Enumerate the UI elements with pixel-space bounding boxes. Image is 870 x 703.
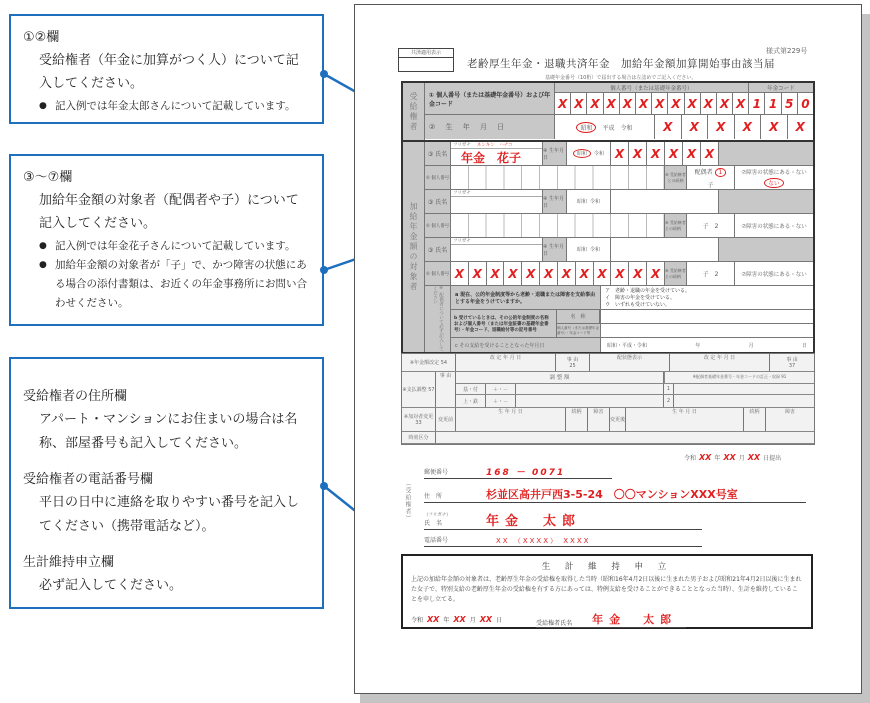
digit: X bbox=[650, 266, 661, 281]
office-label: ※配偶者基礎年金番号・年金コードの訂正・収録 91 bbox=[664, 372, 814, 383]
target1-disability-select[interactable] bbox=[735, 166, 813, 189]
date-month: XX bbox=[723, 453, 736, 462]
date-label: 日提出 bbox=[763, 455, 782, 462]
dob-digit: X bbox=[761, 115, 788, 139]
callout-heading: ①②欄 bbox=[23, 30, 60, 45]
furigana-label: フリガナ bbox=[451, 190, 542, 197]
target3-era-select[interactable] bbox=[567, 238, 611, 261]
name-label: ③ 氏名 bbox=[425, 238, 451, 261]
dob-digit: X bbox=[611, 142, 629, 165]
address-value: 杉並区高井戸西3-5-24 〇〇マンションXXX号室 bbox=[486, 488, 738, 501]
era-option: 昭和 bbox=[576, 247, 587, 253]
digit: X bbox=[487, 262, 505, 285]
digit: X bbox=[685, 93, 701, 114]
dob-digit: X bbox=[708, 115, 735, 139]
dob-label: ④ 生年月日 bbox=[543, 190, 567, 213]
section8-c-label: c その支給を受けることとなった年月日 bbox=[451, 338, 601, 352]
section8-c-field[interactable] bbox=[601, 338, 813, 352]
dob-digit: X bbox=[682, 115, 709, 139]
section8-b-field[interactable] bbox=[601, 310, 813, 337]
signer-field[interactable] bbox=[536, 611, 686, 628]
callout-group-phone bbox=[23, 468, 310, 539]
target2-disability[interactable]: ⑦障害の状態にある・ない bbox=[741, 223, 807, 230]
recipient-era-select[interactable] bbox=[555, 115, 655, 139]
declaration-box: 生 計 維 持 申 立 上記の加給年金額の対象者は、老齢厚生年金の受給権を取得した当時（昭和16年4月2日以後に生まれた男子および昭和21年4月2日以後に生まれた女子で、特別支給の老齢厚生年金の受給権を有する方にあっては、特例支給を受けることができることとなった当時）、生計を維持していることを申し立てる。 令和 XX 年 XX 月 XX 日 受給権者氏名 年金 太郎 bbox=[401, 554, 813, 629]
era-option: 昭和 bbox=[576, 199, 587, 205]
phone-value: XX （XXXX） XXXX bbox=[496, 537, 591, 545]
dob-digit: X bbox=[683, 142, 701, 165]
callout-recipient bbox=[9, 14, 324, 124]
office-use-table bbox=[401, 353, 815, 445]
callout-target bbox=[9, 154, 324, 326]
stamp-label: 共済適用表示 bbox=[399, 49, 453, 58]
target1-name-field[interactable] bbox=[451, 142, 543, 165]
relation-option: 子 bbox=[707, 181, 714, 189]
era-option: 令和 bbox=[594, 151, 605, 157]
date-day: XX bbox=[747, 453, 761, 462]
name-field[interactable] bbox=[424, 507, 702, 530]
furigana-label: フリガナ bbox=[451, 238, 542, 245]
digit: X bbox=[733, 93, 749, 114]
furigana-label: （フリガナ） bbox=[424, 513, 451, 518]
callout-group-address bbox=[23, 385, 310, 456]
callout-bullet: ● 記入例では年金花子さんについて記載しています。 bbox=[39, 237, 310, 256]
office-label: 事 由 bbox=[786, 357, 798, 363]
declaration-day[interactable]: XX bbox=[479, 615, 493, 624]
row2-label: ② 生 年 月 日 bbox=[425, 115, 555, 139]
era-option: 令和 bbox=[620, 124, 633, 132]
b-number-label: 個人番号（または基礎年金番号）・年金コード等 bbox=[557, 324, 600, 337]
office-label: 基・付 bbox=[456, 384, 486, 395]
connector-dot bbox=[320, 482, 328, 490]
page-shadow bbox=[862, 14, 870, 703]
office-label: 事 由 bbox=[436, 372, 456, 407]
address-label: 住 所 bbox=[424, 493, 443, 500]
unit: 年 bbox=[695, 342, 701, 349]
dob-digit: X bbox=[647, 142, 665, 165]
signer-label: 受給権者氏名 bbox=[536, 620, 573, 627]
option: イ 障害の年金を受けている。 bbox=[605, 295, 676, 301]
row1-label: ① 個人番号（または基礎年金番号）および年金コード bbox=[425, 83, 555, 114]
recipient-id-field[interactable] bbox=[555, 93, 813, 114]
office-label: ＋・－ bbox=[486, 384, 516, 395]
relation-label: ⑥ 受給権者との続柄 bbox=[665, 262, 687, 285]
id-label: ⑤ 個人番号 bbox=[425, 214, 451, 237]
declaration-year[interactable]: XX bbox=[427, 615, 440, 624]
callout-body: 必ず記入してください。 bbox=[39, 578, 183, 593]
callout-body: アパート・マンションにお住まいの場合は名称、部屋番号も記入してください。 bbox=[39, 412, 298, 451]
dob-digit: X bbox=[735, 115, 762, 139]
callout-group-declaration bbox=[23, 551, 310, 598]
digit: X bbox=[636, 93, 652, 114]
digit: 5 bbox=[782, 93, 798, 114]
digit: X bbox=[604, 93, 620, 114]
phone-field[interactable] bbox=[424, 535, 702, 547]
target2-id-field[interactable] bbox=[451, 214, 665, 237]
target1-era-select[interactable] bbox=[567, 142, 611, 165]
date-year: XX bbox=[699, 453, 712, 462]
section8-label: ⑧ 配偶者について必ず記入してください bbox=[425, 286, 451, 352]
target3-disability[interactable]: ⑦障害の状態にある・ない bbox=[741, 271, 807, 278]
top-note: 基礎年金番号（10桁）で届出する場合は左詰めでご記入ください。 bbox=[545, 75, 697, 81]
digit: X bbox=[629, 262, 647, 285]
digit: X bbox=[587, 93, 603, 114]
declaration-text: 上記の加給年金額の対象者は、老齢厚生年金の受給権を取得した当時（昭和16年4月2日以後に生まれた男子および昭和21年4月2日以後に生まれた女子で、特別支給の老齢厚生年金の受給権を有する方にあっては、特例支給を受けることができることとなった当時）、生計を維持していることを申し立てる。 bbox=[411, 576, 802, 603]
target2-era-select[interactable] bbox=[567, 190, 611, 213]
office-label: 改 定 年 月 日 bbox=[456, 354, 556, 371]
b-name-label: 名 称 bbox=[557, 310, 600, 324]
office-label: 障害 bbox=[784, 409, 795, 415]
era-option: 令和 bbox=[590, 247, 601, 253]
target3-name-field[interactable] bbox=[451, 238, 543, 261]
digit: X bbox=[555, 93, 571, 114]
option-selected: ウ いずれも受けていない。 bbox=[605, 302, 671, 308]
digit: X bbox=[717, 93, 733, 114]
document-title: 老齢厚生年金・退職共済年金 加給年金額加算開始事由該当届 bbox=[467, 58, 775, 70]
callout-bullet: ● 記入例では年金太郎さんについて記載しています。 bbox=[39, 97, 310, 116]
relation-label: ⑥ 受給権者との続柄 bbox=[665, 166, 687, 189]
office-label: ＋・－ bbox=[486, 395, 516, 407]
address-field[interactable] bbox=[424, 483, 806, 503]
digit: X bbox=[540, 262, 558, 285]
callout-heading: ③～⑦欄 bbox=[23, 170, 73, 185]
office-label: ※支払調整 57 bbox=[402, 372, 436, 407]
section8-a-label: a 現在、公的年金制度等から老齢・退職または障害を支給事由とする年金をうけていますか。 bbox=[451, 286, 601, 309]
postal-label: 郵便番号 bbox=[424, 469, 449, 476]
target2-name-field[interactable] bbox=[451, 190, 543, 213]
era-option-selected: 昭和 bbox=[573, 149, 591, 158]
office-label: 改 定 年 月 日 bbox=[670, 354, 770, 371]
callout-body: 受給権者（年金に加算がつく人）について記入してください。 bbox=[39, 53, 299, 91]
office-label: 障害 bbox=[588, 408, 610, 431]
form-number: 様式第229号 bbox=[766, 47, 808, 55]
target3-dob-field[interactable] bbox=[611, 238, 719, 261]
office-label: 配状態表示 bbox=[590, 354, 670, 371]
office-label: 生 年 月 日 bbox=[456, 408, 566, 431]
digit: X bbox=[701, 93, 717, 114]
disability-selected: ない bbox=[764, 178, 783, 188]
dob-digit: X bbox=[665, 142, 683, 165]
furigana-value: ネンキン ハナコ bbox=[476, 143, 513, 148]
name-label: 氏 名 bbox=[424, 520, 443, 527]
connector-dot bbox=[320, 70, 328, 78]
declaration-month[interactable]: XX bbox=[453, 615, 466, 624]
postal-field[interactable] bbox=[424, 465, 612, 479]
digit: X bbox=[571, 93, 587, 114]
name-label: ③ 氏名 bbox=[425, 142, 451, 165]
target1-name: 年金 花子 bbox=[461, 151, 522, 165]
unit: 日 bbox=[801, 342, 807, 349]
office-label: ※年金額改定 54 bbox=[402, 354, 456, 371]
office-value: 25 bbox=[569, 363, 576, 369]
id-label: ⑤ 個人番号 bbox=[425, 262, 451, 285]
name-label: ③ 氏名 bbox=[425, 190, 451, 213]
digit: 1 bbox=[749, 93, 765, 114]
page-shadow bbox=[360, 694, 870, 703]
target2-dob-field[interactable] bbox=[611, 190, 719, 213]
callout-bullet: ● 加給年金額の対象者が「子」で、かつ障害の状態にある場合の添付書類は、お近くの年金事務所にお問い合わせください。 bbox=[39, 256, 310, 313]
office-label: 生 年 月 日 bbox=[626, 408, 744, 431]
office-label: 時効区分 bbox=[402, 432, 436, 443]
office-label: 変更前 bbox=[436, 408, 456, 431]
unit: 月 bbox=[748, 342, 754, 349]
relation-label: ⑥ 受給権者との続柄 bbox=[665, 214, 687, 237]
target2-relation[interactable]: 子 2 bbox=[687, 214, 735, 237]
office-label: 事 由 bbox=[566, 357, 579, 363]
dob-digit: X bbox=[795, 120, 805, 134]
target1-relation-select[interactable] bbox=[687, 166, 735, 189]
office-label: 変更後 bbox=[610, 408, 626, 431]
row1-header-id: 個人番号（または基礎年金番号） bbox=[555, 83, 749, 92]
section-recipient-label: 受給権者 bbox=[403, 83, 425, 140]
declaration-title: 生 計 維 持 申 立 bbox=[541, 562, 673, 572]
stamp-box bbox=[398, 48, 454, 72]
signer-name: 年金 太郎 bbox=[592, 613, 678, 626]
callout-heading: 受給権者の電話番号欄 bbox=[23, 472, 154, 487]
target3-relation[interactable]: 子 2 bbox=[687, 262, 735, 285]
relation-selected: 1 bbox=[715, 168, 727, 177]
digit: X bbox=[469, 262, 487, 285]
digit: X bbox=[620, 93, 636, 114]
digit: X bbox=[451, 262, 469, 285]
phone-label: 電話番号 bbox=[424, 537, 449, 544]
digit: X bbox=[668, 93, 684, 114]
date-label: 令和 bbox=[411, 617, 424, 624]
office-label: 調 整 額 bbox=[456, 372, 664, 383]
digit: 1 bbox=[765, 93, 781, 114]
target3-id-field[interactable] bbox=[451, 262, 665, 285]
digit: X bbox=[576, 262, 594, 285]
section-target-label: 加給年金額の対象者 bbox=[403, 142, 425, 352]
dob-digit: X bbox=[655, 115, 682, 139]
office-label: 続柄 bbox=[566, 408, 588, 431]
digit: X bbox=[611, 262, 629, 285]
callout-heading: 生計維持申立欄 bbox=[23, 555, 115, 570]
era-option: 平成 bbox=[602, 124, 615, 132]
form-table bbox=[401, 81, 815, 354]
digit: 0 bbox=[801, 96, 810, 111]
office-label: 続柄 bbox=[744, 408, 766, 431]
dob-digit: X bbox=[629, 142, 647, 165]
office-label: 2 bbox=[664, 395, 674, 407]
era-option-selected: 昭和 bbox=[576, 122, 596, 133]
connector-dot bbox=[320, 266, 328, 274]
furigana-label: フリガナ bbox=[453, 143, 471, 148]
section8-b-label: b 受けているときは、その公的年金制度の名称および個人番号（または年金証書の基礎年金番号）・年金コード、退職給付等の記号番号 bbox=[451, 310, 557, 337]
disability-label: ⑦障害の状態にある・ない bbox=[741, 169, 807, 176]
target1-id-field[interactable] bbox=[451, 166, 665, 189]
callout-applicant bbox=[9, 357, 324, 609]
callout-heading: 受給権者の住所欄 bbox=[23, 389, 128, 404]
id-label: ⑤ 個人番号 bbox=[425, 166, 451, 189]
office-label: 1 bbox=[664, 384, 674, 395]
section8-a-options[interactable] bbox=[601, 286, 813, 309]
digit: X bbox=[522, 262, 540, 285]
era-option: 令和 bbox=[590, 199, 601, 205]
dob-label: ④ 生年月日 bbox=[543, 238, 567, 261]
dob-digit: X bbox=[701, 142, 719, 165]
applicant-side-label: （受給権者） bbox=[404, 480, 411, 522]
submitted-date[interactable]: 令和 XX 年 XX 月 XX 日提出 bbox=[684, 453, 782, 462]
row1-header-code: 年金コード bbox=[749, 83, 813, 92]
callout-body: 加給年金額の対象者（配偶者や子）について記入してください。 bbox=[39, 193, 299, 231]
relation-option: 配偶者 bbox=[694, 168, 713, 176]
dob-label: ④ 生年月日 bbox=[543, 142, 567, 165]
digit: X bbox=[652, 93, 668, 114]
digit: X bbox=[594, 262, 612, 285]
option: ア 老齢・退職の年金を受けている。 bbox=[605, 288, 691, 294]
era-options: 昭和・平成・令和 bbox=[607, 342, 648, 349]
digit: X bbox=[504, 262, 522, 285]
name-value: 年金 太郎 bbox=[486, 514, 582, 529]
digit: X bbox=[558, 262, 576, 285]
office-label: ※加対者変更33 bbox=[402, 408, 436, 431]
office-value: 37 bbox=[788, 363, 796, 369]
postal-value: 168 － 0071 bbox=[486, 468, 566, 478]
office-label: 上・鉄 bbox=[456, 395, 486, 407]
callout-body: 平日の日中に連絡を取りやすい番号を記入してください（携帯電話など）。 bbox=[39, 495, 300, 534]
date-label: 令和 bbox=[684, 455, 697, 462]
